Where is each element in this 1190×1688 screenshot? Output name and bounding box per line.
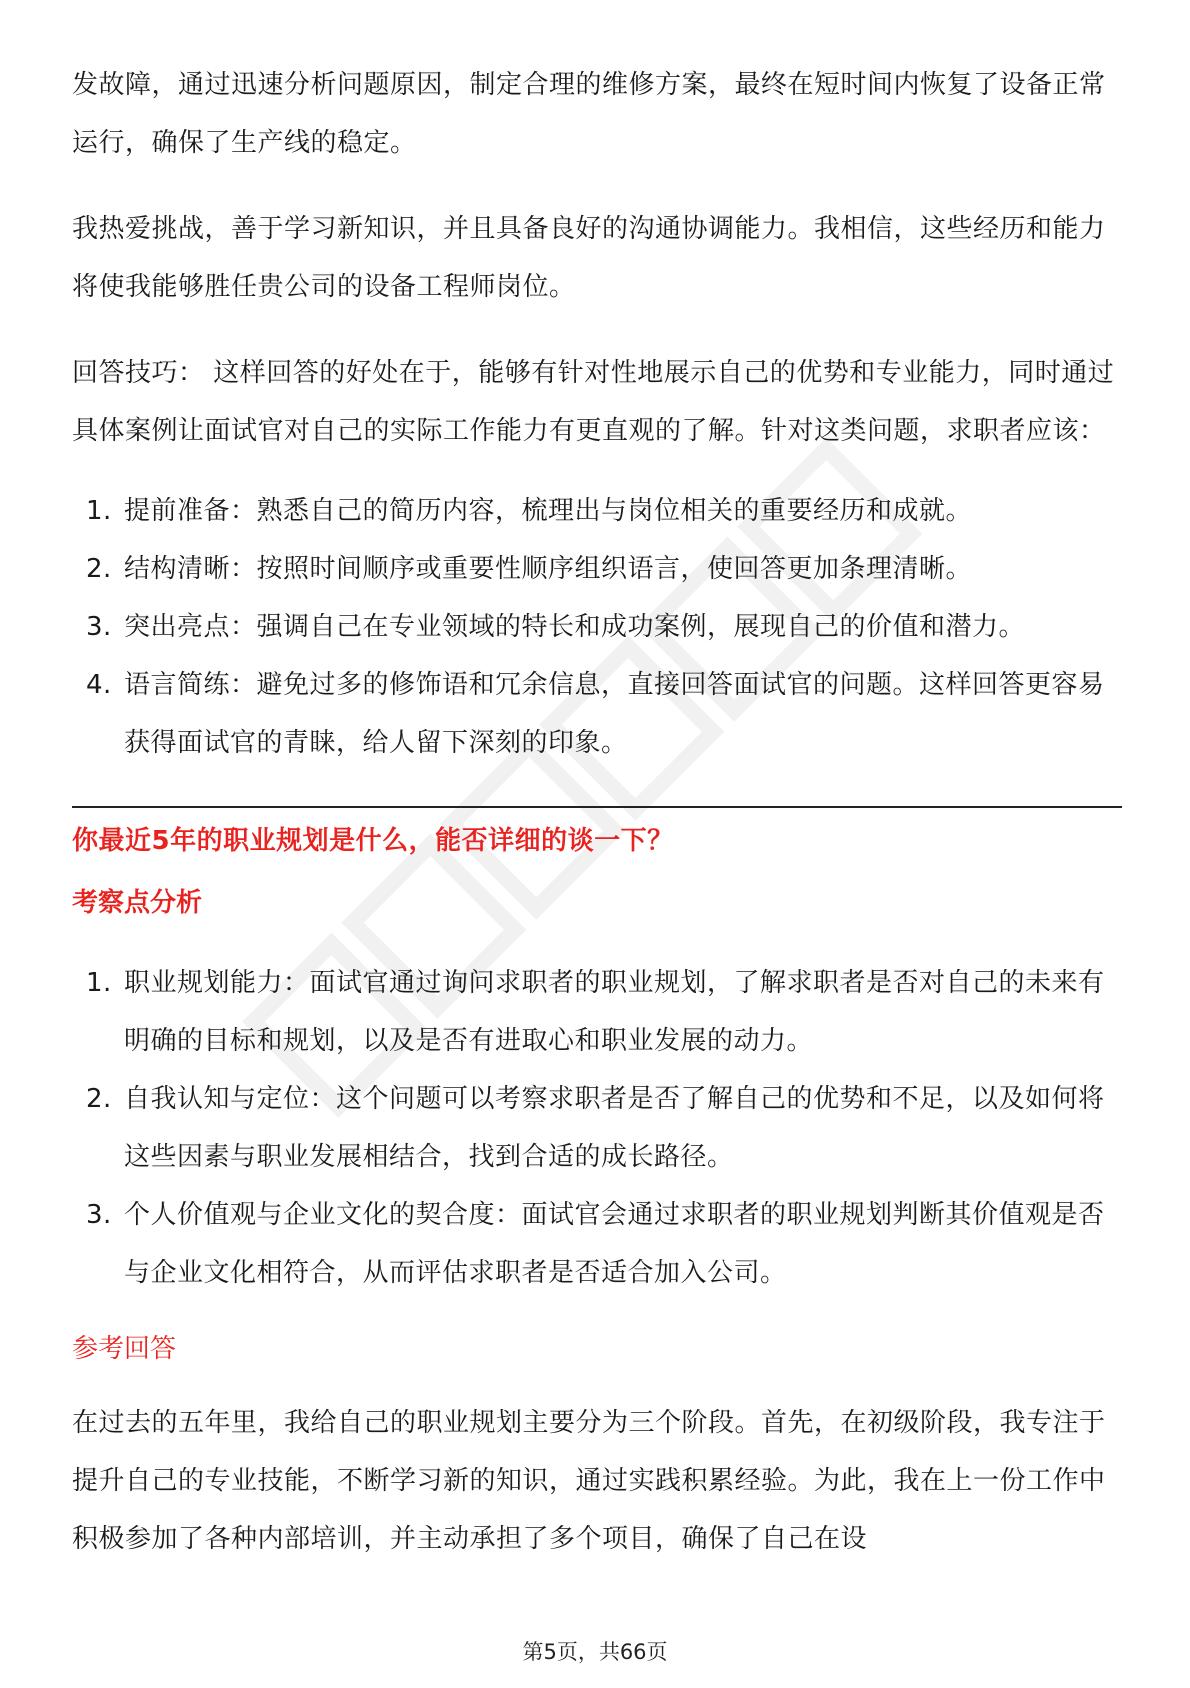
question-title: 你最近5年的职业规划是什么，能否详细的谈一下？ xyxy=(72,826,674,856)
list-item-text: 职业规划能力：面试官通过询问求职者的职业规划，了解求职者是否对自己的未来有明确的目标和规划，以及是否有进取心和职业发展的动力。 xyxy=(124,968,1105,1056)
list-number: 3. xyxy=(86,1200,112,1230)
list-item xyxy=(72,1070,1122,1186)
list-item xyxy=(72,598,1122,656)
list-item-text: 提前准备：熟悉自己的简历内容，梳理出与岗位相关的重要经历和成就。 xyxy=(124,496,973,526)
list-number: 2. xyxy=(86,1084,112,1114)
page-footer: 第5页，共66页 xyxy=(522,1640,668,1664)
list-number: 4. xyxy=(86,670,112,700)
intro-paragraph-2: 我热爱挑战，善于学习新知识，并且具备良好的沟通协调能力。我相信，这些经历和能力将使我能够胜任贵公司的设备工程师岗位。 xyxy=(72,214,1106,302)
list-item-text: 个人价值观与企业文化的契合度：面试官会通过求职者的职业规划判断其价值观是否与企业文化相符合，从而评估求职者是否适合加入公司。 xyxy=(124,1200,1105,1288)
list-number: 2. xyxy=(86,554,112,584)
list-number: 1. xyxy=(86,968,112,998)
list-item-text: 自我认知与定位：这个问题可以考察求职者是否了解自己的优势和不足，以及如何将这些因素与职业发展相结合，找到合适的成长路径。 xyxy=(124,1084,1105,1172)
list-item xyxy=(72,656,1122,772)
analysis-heading: 考察点分析 xyxy=(72,888,203,918)
list-item xyxy=(72,1186,1122,1302)
analysis-list xyxy=(72,954,1122,1302)
list-item xyxy=(72,482,1122,540)
section-divider xyxy=(72,806,1122,808)
page-content xyxy=(72,56,1122,1568)
reference-answer: 在过去的五年里，我给自己的职业规划主要分为三个阶段。首先，在初级阶段，我专注于提升自己的专业技能，不断学习新的知识，通过实践积累经验。为此，我在上一份工作中积极参加了各种内部培训，并主动承担了多个项目，确保了自己在设 xyxy=(72,1408,1106,1554)
list-item-text: 突出亮点：强调自己在专业领域的特长和成功案例，展现自己的价值和潜力。 xyxy=(124,612,1026,642)
reference-heading: 参考回答 xyxy=(72,1334,177,1364)
list-number: 1. xyxy=(86,496,112,526)
list-item xyxy=(72,954,1122,1070)
intro-paragraph-1: 发故障，通过迅速分析问题原因，制定合理的维修方案，最终在短时间内恢复了设备正常运行，确保了生产线的稳定。 xyxy=(72,70,1106,158)
list-item-text: 语言简练：避免过多的修饰语和冗余信息，直接回答面试官的问题。这样回答更容易获得面试官的青睐，给人留下深刻的印象。 xyxy=(124,670,1105,758)
tips-list xyxy=(72,482,1122,772)
list-item xyxy=(72,540,1122,598)
list-item-text: 结构清晰：按照时间顺序或重要性顺序组织语言，使回答更加条理清晰。 xyxy=(124,554,973,584)
list-number: 3. xyxy=(86,612,112,642)
answer-tips-paragraph: 回答技巧： 这样回答的好处在于，能够有针对性地展示自己的优势和专业能力，同时通过具体案例让面试官对自己的实际工作能力有更直观的了解。针对这类问题，求职者应该： xyxy=(72,358,1115,446)
